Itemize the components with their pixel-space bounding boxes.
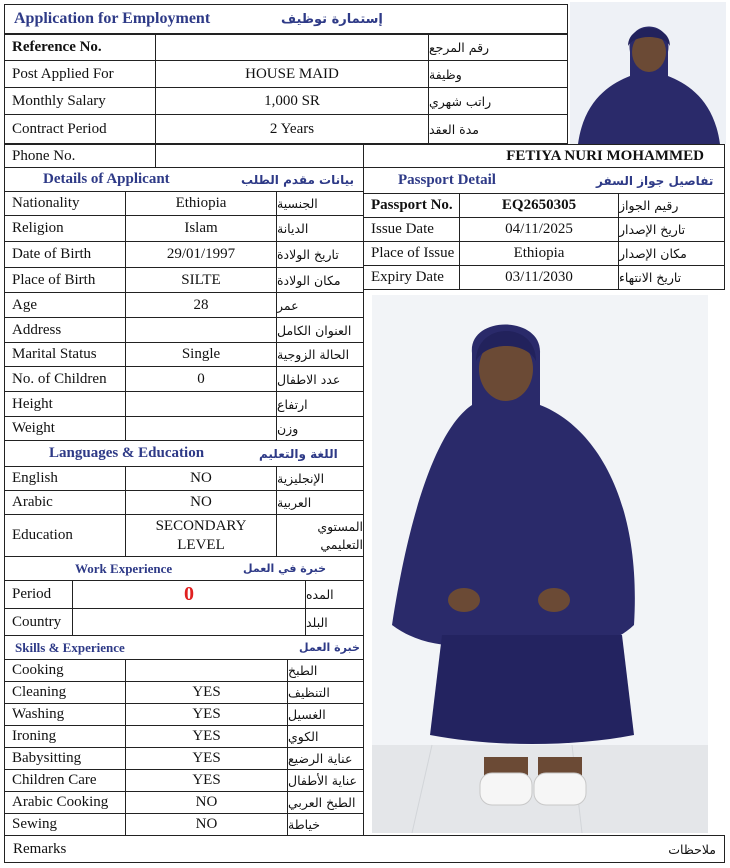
applicant-name: FETIYA NURI MOHAMMED — [363, 144, 725, 168]
period-label-ar: المده — [305, 580, 364, 609]
babysitting-label: Babysitting — [4, 747, 126, 770]
expiry-date-label: Expiry Date — [363, 265, 460, 290]
weight-label: Weight — [4, 416, 126, 441]
children-value: 0 — [125, 366, 277, 392]
phone-label: Phone No. — [4, 144, 156, 168]
address-label: Address — [4, 317, 126, 343]
passport-no-label-ar: رقيم الجواز — [618, 193, 725, 218]
contract-label: Contract Period — [4, 114, 156, 144]
country-label-ar: البلد — [305, 608, 364, 636]
details-section-header — [4, 167, 364, 192]
washing-label-ar: الغسيل — [287, 703, 364, 726]
post-value: HOUSE MAID — [155, 60, 429, 88]
languages-section-header — [4, 440, 364, 467]
salary-value: 1,000 SR — [155, 87, 429, 115]
children-label: No. of Children — [4, 366, 126, 392]
country-label: Country — [4, 608, 73, 636]
issue-date-label-ar: تاريخ الإصدار — [618, 217, 725, 242]
height-value — [125, 391, 277, 417]
children-care-label-ar: عناية الأطفال — [287, 769, 364, 792]
place-of-issue-label: Place of Issue — [363, 241, 460, 266]
reference-label: Reference No. — [4, 34, 156, 61]
applicant-portrait — [570, 2, 726, 144]
sewing-value: NO — [125, 813, 288, 836]
ironing-value: YES — [125, 725, 288, 748]
cleaning-label-ar: التنظيف — [287, 681, 364, 704]
work-section-header — [4, 556, 364, 581]
arabic-cooking-label: Arabic Cooking — [4, 791, 126, 814]
cooking-label: Cooking — [4, 659, 126, 682]
ironing-label-ar: الكوي — [287, 725, 364, 748]
marital-label: Marital Status — [4, 342, 126, 367]
washing-value: YES — [125, 703, 288, 726]
ironing-label: Ironing — [4, 725, 126, 748]
age-label-ar: عمر — [276, 292, 364, 318]
post-label: Post Applied For — [4, 60, 156, 88]
sewing-label-ar: خياطة — [287, 813, 364, 836]
passport-no-label: Passport No. — [363, 193, 460, 218]
dob-label: Date of Birth — [4, 241, 126, 268]
salary-label-ar: راتب شهري — [428, 87, 568, 115]
skills-title-en: Skills & Experience — [15, 639, 125, 655]
pob-label-ar: مكان الولادة — [276, 267, 364, 293]
remarks-label-ar: ملاحظات — [668, 841, 716, 857]
form-title-ar: إستمارة توظيف — [281, 11, 383, 27]
weight-value — [125, 416, 277, 441]
nationality-value: Ethiopia — [125, 191, 277, 216]
remarks-row — [4, 835, 725, 863]
education-label-ar-line2: التعليمي — [320, 536, 363, 552]
children-care-label: Children Care — [4, 769, 126, 792]
remarks-label: Remarks — [13, 840, 67, 857]
babysitting-value: YES — [125, 747, 288, 770]
height-label-ar: ارتفاع — [276, 391, 364, 417]
marital-label-ar: الحالة الزوجية — [276, 342, 364, 367]
education-value-line2: LEVEL — [177, 536, 225, 553]
washing-label: Washing — [4, 703, 126, 726]
age-label: Age — [4, 292, 126, 318]
dob-value: 29/01/1997 — [125, 241, 277, 268]
arabic-cooking-label-ar: الطبخ العربي — [287, 791, 364, 814]
place-of-issue-value: Ethiopia — [459, 241, 619, 266]
english-label-ar: الإنجليزية — [276, 466, 364, 491]
passport-section-header — [363, 167, 725, 194]
education-label: Education — [4, 514, 126, 557]
contract-label-ar: مدة العقد — [428, 114, 568, 144]
cooking-value — [125, 659, 288, 682]
issue-date-value: 04/11/2025 — [459, 217, 619, 242]
education-value — [125, 514, 277, 557]
religion-label: Religion — [4, 215, 126, 242]
form-title-en: Application for Employment — [14, 10, 211, 27]
pob-label: Place of Birth — [4, 267, 126, 293]
passport-no-value: EQ2650305 — [459, 193, 619, 218]
nationality-label-ar: الجنسية — [276, 191, 364, 216]
place-of-issue-label-ar: مكان الإصدار — [618, 241, 725, 266]
reference-value — [155, 34, 429, 61]
sewing-label: Sewing — [4, 813, 126, 836]
expiry-date-label-ar: تاريخ الانتهاء — [618, 265, 725, 290]
issue-date-label: Issue Date — [363, 217, 460, 242]
passport-title-en: Passport Detail — [398, 172, 496, 188]
address-label-ar: العنوان الكامل — [276, 317, 364, 343]
dob-label-ar: تاريخ الولادة — [276, 241, 364, 268]
arabic-label: Arabic — [4, 490, 126, 515]
religion-value: Islam — [125, 215, 277, 242]
english-value: NO — [125, 466, 277, 491]
contract-value: 2 Years — [155, 114, 429, 144]
applicant-full-photo — [372, 295, 708, 833]
education-value-line1: SECONDARY — [155, 517, 247, 534]
weight-label-ar: وزن — [276, 416, 364, 441]
cooking-label-ar: الطبخ — [287, 659, 364, 682]
form-title-bar — [4, 4, 568, 34]
skills-title-ar: خبرة العمل — [299, 641, 360, 654]
education-label-ar-line1: المستوي — [317, 518, 363, 534]
height-label: Height — [4, 391, 126, 417]
phone-value — [155, 144, 364, 168]
languages-title-en: Languages & Education — [49, 445, 205, 461]
passport-title-ar: تفاصيل جواز السفر — [596, 173, 714, 188]
languages-title-ar: اللغة والتعليم — [259, 446, 338, 461]
work-title-ar: خبرة في العمل — [243, 562, 327, 575]
period-value: 0 — [72, 580, 306, 609]
details-title-en: Details of Applicant — [43, 171, 170, 187]
cleaning-label: Cleaning — [4, 681, 126, 704]
arabic-value: NO — [125, 490, 277, 515]
arabic-cooking-value: NO — [125, 791, 288, 814]
details-title-ar: بيانات مقدم الطلب — [241, 172, 355, 187]
address-value — [125, 317, 277, 343]
salary-label: Monthly Salary — [4, 87, 156, 115]
religion-label-ar: الديانة — [276, 215, 364, 242]
children-label-ar: عدد الاطفال — [276, 366, 364, 392]
work-title-en: Work Experience — [75, 560, 173, 576]
babysitting-label-ar: عناية الرضيع — [287, 747, 364, 770]
skills-section-header — [4, 635, 364, 660]
country-value — [72, 608, 306, 636]
pob-value: SILTE — [125, 267, 277, 293]
post-label-ar: وظيفة — [428, 60, 568, 88]
period-label: Period — [4, 580, 73, 609]
age-value: 28 — [125, 292, 277, 318]
nationality-label: Nationality — [4, 191, 126, 216]
reference-label-ar: رقم المرجع — [428, 34, 568, 61]
education-label-ar — [276, 514, 364, 557]
english-label: English — [4, 466, 126, 491]
children-care-value: YES — [125, 769, 288, 792]
cleaning-value: YES — [125, 681, 288, 704]
arabic-label-ar: العربية — [276, 490, 364, 515]
marital-value: Single — [125, 342, 277, 367]
expiry-date-value: 03/11/2030 — [459, 265, 619, 290]
